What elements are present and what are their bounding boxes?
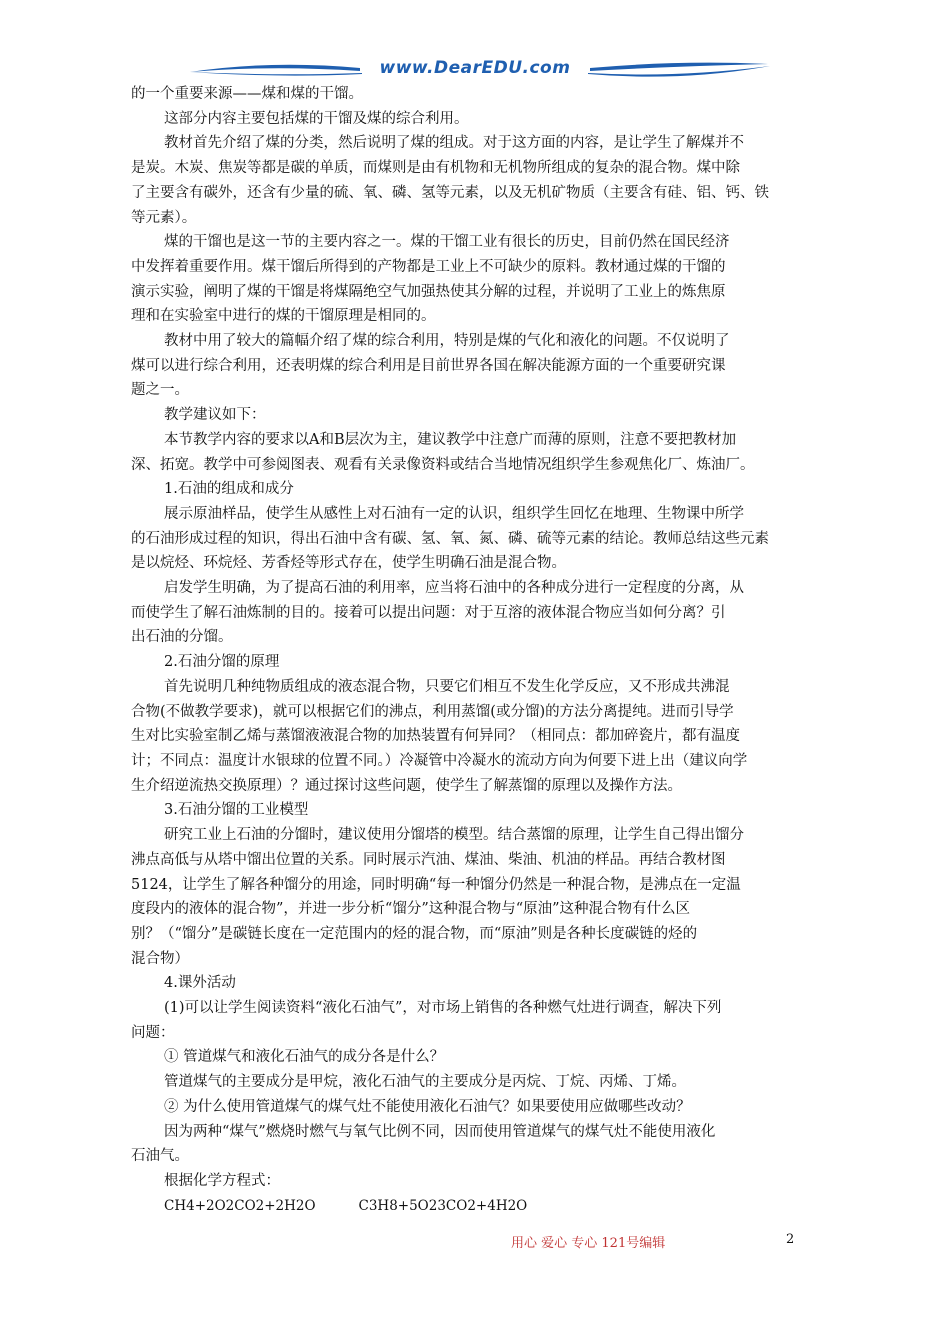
text-line: 启发学生明确，为了提高石油的利用率，应当将石油中的各种成分进行一定程度的分离，从 [164,580,744,597]
text-line: 深、拓宽。教学中可参阅图表、观看有关录像资料或结合当地情况组织学生参观焦化厂、炼油厂。 [131,456,755,473]
editor-credit: 用心 爱心 专心 121号编辑 [511,1236,666,1251]
text-line: ① 管道煤气和液化石油气的成分各是什么？ [164,1049,445,1066]
text-line: 煤的干馏也是这一节的主要内容之一。煤的干馏工业有很长的历史，目前仍然在国民经济 [164,234,730,251]
text-line: 理和在实验室中进行的煤的干馏原理是相同的。 [131,308,436,325]
text-line: 1.石油的组成和成分 [164,481,294,498]
text-line: 这部分内容主要包括煤的干馏及煤的综合利用。 [164,110,469,127]
text-line: 沸点高低与从塔中馏出位置的关系。同时展示汽油、煤油、柴油、机油的样品。再结合教材图 [131,851,726,868]
text-line: 而使学生了解石油炼制的目的。接着可以提出问题：对于互溶的液体混合物应当如何分离？引 [131,604,726,621]
text-line: 演示实验，阐明了煤的干馏是将煤隔绝空气加强热使其分解的过程，并说明了工业上的炼焦原 [131,283,726,300]
equation-propane: C3H8+5O23CO2+4H2O [358,1197,528,1214]
text-line: 教材中用了较大的篇幅介绍了煤的综合利用，特别是煤的气化和液化的问题。不仅说明了 [164,333,730,350]
text-line: 计；不同点：温度计水银球的位置不同。）冷凝管中冷凝水的流动方向为何要下进上出（建议向学 [131,752,748,769]
text-line: 首先说明几种纯物质组成的液态混合物，只要它们相互不发生化学反应，又不形成共沸混 [164,678,730,695]
text-line: 3.石油分馏的工业模型 [164,802,309,819]
equation-methane: CH4+2O2CO2+2H2O [164,1197,316,1214]
text-line: 教学建议如下： [164,407,266,424]
text-line: 了主要含有碳外，还含有少量的硫、氧、磷、氢等元素，以及无机矿物质（主要含有硅、铝、钙、铁 [131,184,769,201]
text-line: 研究工业上石油的分馏时，建议使用分馏塔的模型。结合蒸馏的原理，让学生自己得出馏分 [164,827,744,844]
chemical-equations [131,1194,821,1218]
text-line: 根据化学方程式： [164,1172,280,1189]
text-line: ② 为什么使用管道煤气的煤气灶不能使用液化石油气？如果要使用应做哪些改动？ [164,1098,691,1115]
text-line: 题之一。 [131,382,189,399]
text-line: 是炭。木炭、焦炭等都是碳的单质，而煤则是由有机物和无机物所组成的复杂的混合物。煤中除 [131,160,740,177]
text-line: 5124，让学生了解各种馏分的用途，同时明确“每一种馏分仍然是一种混合物，是沸点在一定温 [131,876,741,893]
text-line: 等元素）。 [131,209,197,226]
document-body [131,82,821,1218]
text-line: 2.石油分馏的原理 [164,654,280,671]
text-line: 生介绍逆流热交换原理）？通过探讨这些问题，使学生了解蒸馏的原理以及操作方法。 [131,777,682,794]
text-line: 生对比实验室制乙烯与蒸馏液液混合物的加热装置有何异同？（相同点：都加碎瓷片，都有温度 [131,728,740,745]
text-line: 教材首先介绍了煤的分类，然后说明了煤的组成。对于这方面的内容，是让学生了解煤并不 [164,135,744,152]
page-footer [0,1232,950,1256]
text-line: (1)可以让学生阅读资料“液化石油气”，对市场上销售的各种燃气灶进行调查，解决下列 [164,1000,722,1017]
text-line: 中发挥着重要作用。煤干馏后所得到的产物都是工业上不可缺少的原料。教材通过煤的干馏的 [131,258,726,275]
site-brand: www.DearEDU.com [379,58,571,78]
text-line: 本节教学内容的要求以A和B层次为主，建议教学中注意广而薄的原则，注意不要把教材加 [164,431,737,448]
text-line: 度段内的液体的混合物”，并进一步分析“馏分”这种混合物与“原油”这种混合物有什么区 [131,901,691,918]
page-number: 2 [786,1232,795,1247]
text-line: 是以烷烃、环烷烃、芳香烃等形式存在，使学生明确石油是混合物。 [131,555,566,572]
text-line: 因为两种“煤气”燃烧时燃气与氧气比例不同，因而使用管道煤气的煤气灶不能使用液化 [164,1123,716,1140]
text-line: 的一个重要来源——煤和煤的干馏。 [131,86,363,102]
text-line: 问题： [131,1024,175,1041]
text-line: 的石油形成过程的知识，得出石油中含有碳、氢、氧、氮、磷、硫等元素的结论。教师总结这些元素 [131,530,769,547]
text-line: 石油气。 [131,1148,189,1165]
text-line: 合物(不做教学要求)，就可以根据它们的沸点，利用蒸馏(或分馏)的方法分离提纯。进而引导学 [131,703,734,720]
text-line: 管道煤气的主要成分是甲烷，液化石油气的主要成分是丙烷、丁烷、丙烯、丁烯。 [164,1074,686,1091]
text-line: 别？（“馏分”是碳链长度在一定范围内的烃的混合物，而“原油”则是各种长度碳链的烃的 [131,925,698,942]
text-line: 4.课外活动 [164,975,236,992]
text-line: 混合物） [131,950,189,967]
text-line: 展示原油样品，使学生从感性上对石油有一定的认识，组织学生回忆在地理、生物课中所学 [164,505,744,522]
text-line: 煤可以进行综合利用，还表明煤的综合利用是目前世界各国在解决能源方面的一个重要研究课 [131,357,726,374]
text-line: 出石油的分馏。 [131,629,233,646]
